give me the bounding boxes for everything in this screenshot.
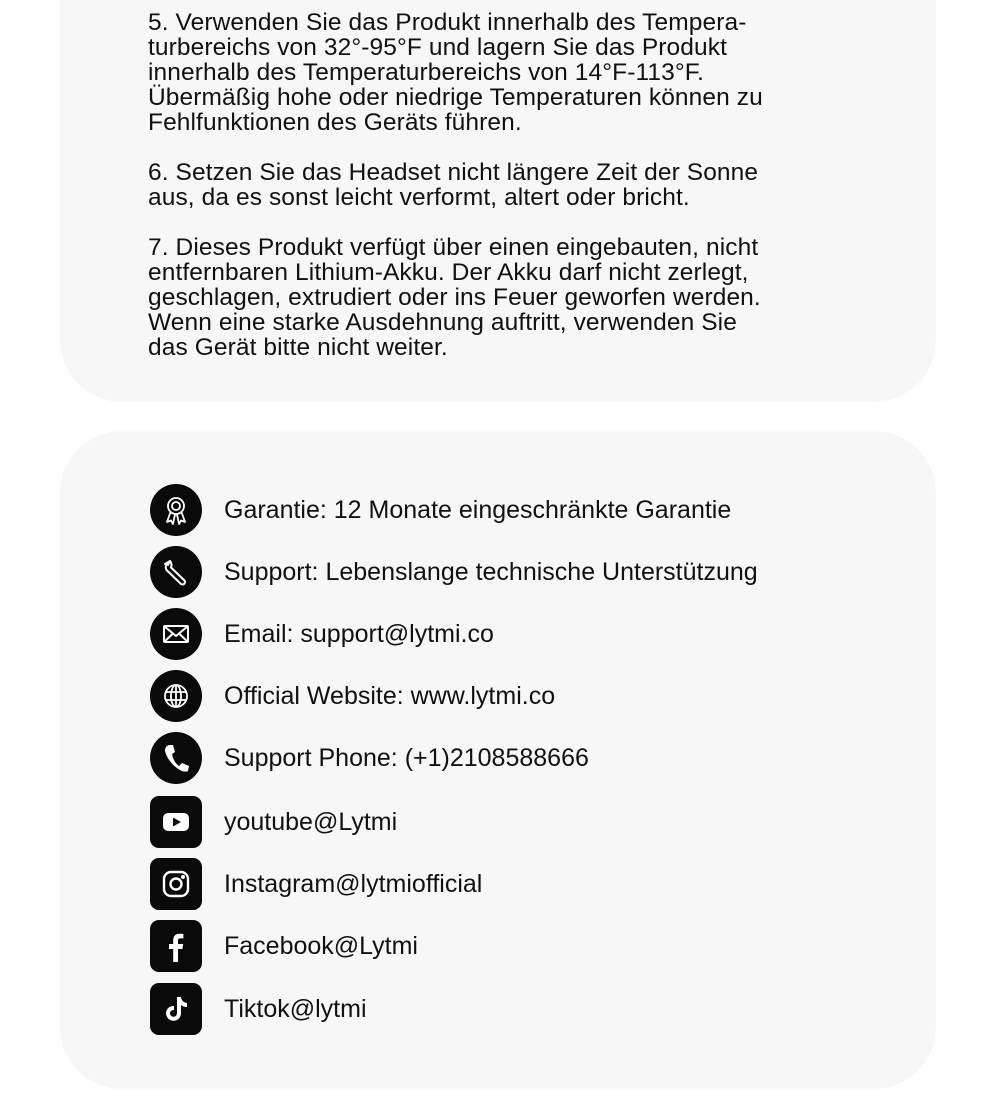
tiktok-icon: [150, 983, 202, 1035]
contact-row-warranty: [150, 484, 731, 536]
contact-row-support: [150, 546, 758, 598]
email-link[interactable]: Email: support@lytmi.co: [224, 620, 494, 648]
contact-row-youtube[interactable]: [150, 796, 397, 848]
youtube-icon: [150, 796, 202, 848]
award-icon: [150, 484, 202, 536]
warranty-text: Garantie: 12 Monate eingeschränkte Garantie: [224, 496, 732, 524]
contact-row-phone[interactable]: [150, 732, 589, 784]
phone-link[interactable]: Support Phone: (+1)2108588666: [224, 744, 589, 772]
contact-row-tiktok[interactable]: [150, 983, 367, 1035]
contact-row-instagram[interactable]: [150, 858, 482, 910]
tiktok-link[interactable]: Tiktok@lytmi: [224, 995, 367, 1023]
contact-row-website[interactable]: [150, 670, 555, 722]
support-text: Support: Lebenslange technische Unterstützung: [224, 558, 758, 586]
wrench-icon: [150, 546, 202, 598]
instruction-item-6: 6. Setzen Sie das Headset nicht längere Zeit der Sonne aus, da es sonst leicht verformt, altert oder bricht.: [148, 159, 759, 211]
globe-icon: [150, 670, 202, 722]
contact-row-facebook[interactable]: [150, 920, 418, 972]
envelope-icon: [150, 608, 202, 660]
phone-icon: [150, 732, 202, 784]
instruction-item-7: 7. Dieses Produkt verfügt über einen eingebauten, nicht entfernbaren Lithium-Akku. Der Akku darf nicht zerlegt, geschlagen, extrudiert oder ins Feuer geworfen werden. Wenn eine starke Ausdehnung auftritt, verwenden Sie das Gerät bitte nicht weiter.: [148, 234, 761, 361]
youtube-link[interactable]: youtube@Lytmi: [224, 808, 398, 836]
facebook-link[interactable]: Facebook@Lytmi: [224, 932, 418, 960]
instruction-item-5: 5. Verwenden Sie das Produkt innerhalb des Tempera- turbereichs von 32°-95°F und lagern Sie das Produkt innerhalb des Temperaturbereichs von 14°F-113°F. Übermäßig hohe oder niedrige Temperaturen können zu Fehlfunktionen des Geräts führen.: [148, 9, 763, 136]
contact-row-email[interactable]: [150, 608, 494, 660]
instagram-icon: [150, 858, 202, 910]
instagram-link[interactable]: Instagram@lytmiofficial: [224, 870, 483, 898]
website-link[interactable]: Official Website: www.lytmi.co: [224, 682, 556, 710]
facebook-icon: [150, 920, 202, 972]
